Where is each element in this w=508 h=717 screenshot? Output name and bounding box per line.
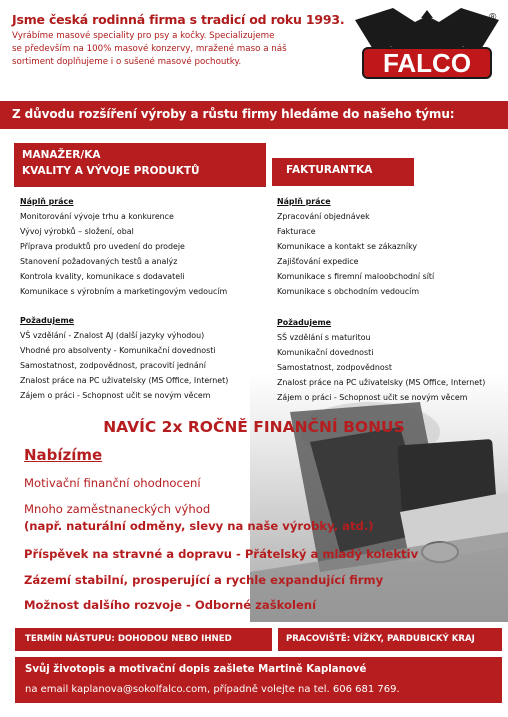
list-item: Fakturace bbox=[277, 227, 316, 236]
contact-line: na email kaplanova@sokolfalco.com, případně volejte na tel. 606 681 769. bbox=[25, 684, 400, 695]
intro-text bbox=[12, 30, 352, 69]
offer-item: (např. naturální odměny, slevy na naše výrobky, atd.) bbox=[24, 519, 374, 533]
duties-heading: Náplň práce bbox=[277, 197, 331, 206]
start-date-bar: TERMÍN NÁSTUPU: DOHODOU NEBO IHNED bbox=[15, 628, 272, 651]
list-item: Monitorování vývoje trhu a konkurence bbox=[20, 212, 174, 221]
position-title-line: KVALITY A VÝVOJE PRODUKTŮ bbox=[22, 165, 200, 177]
position-title-line: FAKTURANTKA bbox=[286, 164, 373, 176]
headline: Jsme česká rodinná firma s tradicí od roku 1993. bbox=[12, 12, 345, 27]
list-item: VŠ vzdělání - Znalost AJ (další jazyky výhodou) bbox=[20, 331, 205, 340]
requirements-list-invoicing bbox=[277, 318, 502, 405]
offer-section bbox=[24, 446, 454, 612]
offer-item: Možnost dalšího rozvoje - Odborné zaškolení bbox=[24, 598, 317, 612]
list-item: Kontrola kvality, komunikace s dodavateli bbox=[20, 272, 185, 281]
duties-list-invoicing bbox=[277, 197, 502, 299]
requirements-heading: Požadujeme bbox=[277, 318, 332, 327]
bonus-headline: NAVÍC 2x ROČNĚ FINANČNÍ BONUS bbox=[103, 418, 405, 436]
offer-item: Mnoho zaměstnaneckých výhod bbox=[24, 502, 211, 516]
offer-item: Motivační finanční ohodnocení bbox=[24, 476, 201, 490]
registered-mark: ® bbox=[489, 12, 497, 23]
offer-title: Nabízíme bbox=[24, 446, 103, 464]
list-item: Znalost práce na PC uživatelsky (MS Office, Internet) bbox=[277, 378, 486, 387]
offer-item: Příspěvek na stravné a dopravu - Přátelský a mladý kolektiv bbox=[24, 547, 419, 561]
list-item: Zájem o práci - Schopnost učit se novým věcem bbox=[20, 391, 211, 400]
list-item: Zájem o práci - Schopnost učit se novým věcem bbox=[277, 393, 468, 402]
logo-text: FALCO bbox=[382, 48, 472, 78]
falco-logo bbox=[353, 6, 501, 88]
header bbox=[0, 0, 508, 94]
intro-line: se především na 100% masové konzervy, mražené maso a náš bbox=[12, 44, 287, 54]
list-item: Komunikace a kontakt se zákazníky bbox=[277, 242, 418, 251]
list-item: Samostatnost, zodpovědnost bbox=[277, 363, 392, 372]
list-item: Zajišťování expedice bbox=[277, 257, 359, 266]
list-item: Vhodné pro absolventy - Komunikační dovednosti bbox=[20, 346, 216, 355]
requirements-heading: Požadujeme bbox=[20, 316, 75, 325]
list-item: Zpracování objednávek bbox=[277, 212, 370, 221]
duties-list-quality-manager bbox=[20, 197, 260, 299]
position-title-quality-manager bbox=[14, 143, 266, 187]
list-item: Příprava produktů pro uvedení do prodeje bbox=[20, 242, 185, 251]
contact-footer bbox=[15, 657, 502, 703]
intro-line: sortiment doplňujeme i o sušené masové pochoutky. bbox=[12, 57, 242, 67]
list-item: Stanovení požadovaných testů a analýz bbox=[20, 257, 178, 266]
contact-line: Svůj životopis a motivační dopis zašlete Martině Kaplanové bbox=[25, 664, 367, 675]
list-item: Vývoj výrobků – složení, obal bbox=[20, 227, 134, 236]
offer-item: Zázemí stabilní, prosperující a rychle expandující firmy bbox=[24, 573, 384, 587]
list-item: Komunikace s obchodním vedoucím bbox=[277, 287, 420, 296]
hiring-banner bbox=[0, 101, 508, 129]
list-item: SŠ vzdělání s maturitou bbox=[277, 333, 371, 342]
duties-heading: Náplň práce bbox=[20, 197, 74, 206]
intro-block bbox=[12, 12, 352, 69]
intro-line: Vyrábíme masové speciality pro psy a kočky. Specializujeme bbox=[12, 31, 275, 41]
workplace-bar: PRACOVIŠTĚ: VÍŽKY, PARDUBICKÝ KRAJ bbox=[278, 628, 502, 651]
position-title-line: MANAŽER/KA bbox=[22, 149, 101, 161]
list-item: Komunikace s firemní maloobchodní sítí bbox=[277, 272, 435, 281]
list-item: Znalost práce na PC uživatelsky (MS Office, Internet) bbox=[20, 376, 229, 385]
banner-text: Z důvodu rozšíření výroby a růstu firmy hledáme do našeho týmu: bbox=[12, 107, 455, 121]
list-item: Komunikace s výrobním a marketingovým vedoucím bbox=[20, 287, 228, 296]
list-item: Komunikační dovednosti bbox=[277, 348, 374, 357]
position-title-invoicing bbox=[272, 158, 414, 186]
requirements-list-quality-manager bbox=[20, 316, 260, 403]
list-item: Samostatnost, zodpovědnost, pracovití jednání bbox=[20, 361, 206, 370]
